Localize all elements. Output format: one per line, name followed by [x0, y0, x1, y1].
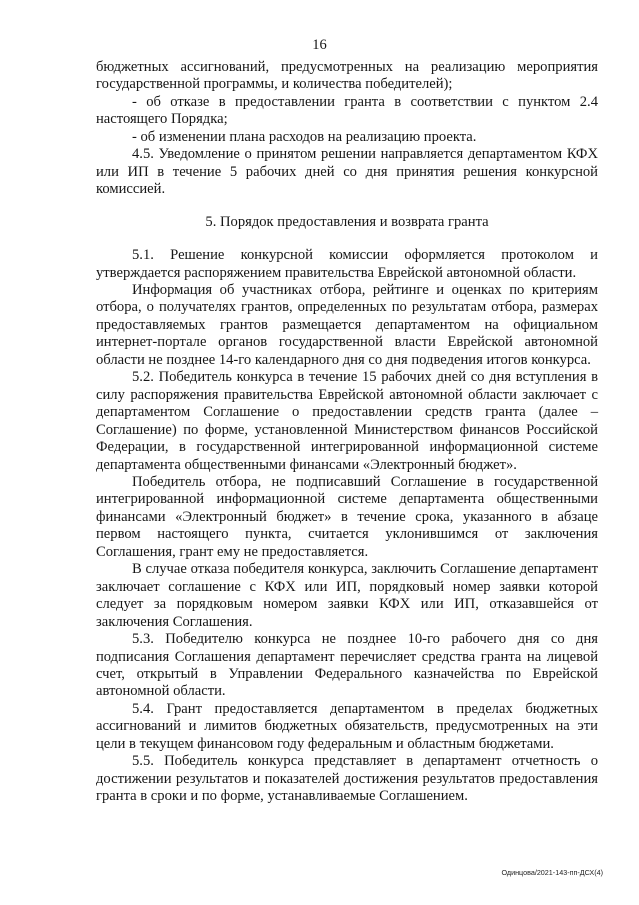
paragraph-5-3: 5.3. Победителю конкурса не позднее 10-го рабочего дня со дня подписания Соглашения департамент перечисляет средства гранта на лицевой счет, открытый в Управлении Федерального казначейства по Еврейской автономной области.: [96, 631, 598, 700]
paragraph-4-5: 4.5. Уведомление о принятом решении направляется департаментом КФХ или ИП в течение 5 рабочих дней со дня принятия решения конкурсной комиссией.: [96, 146, 598, 198]
section-heading: 5. Порядок предоставления и возврата гранта: [205, 213, 489, 230]
paragraph-continuation: бюджетных ассигнований, предусмотренных на реализацию мероприятия государственной программы, и количества победителей);: [96, 59, 598, 93]
paragraph-plan-change-item: - об изменении плана расходов на реализацию проекта.: [132, 128, 477, 145]
paragraph-refusal-item: - об отказе в предоставлении гранта в соответствии с пунктом 2.4 настоящего Порядка;: [96, 93, 598, 128]
paragraph-5-2: 5.2. Победитель конкурса в течение 15 рабочих дней со дня вступления в силу распоряжения правительства Еврейской автономной области заключает с департаментом Соглашение о предоставлении средств гранта (далее – Соглашение) по форме, установленной Министерством финансов Российской Федерации, в государственной интегрированной информационной системе департамента общественными финансами «Электронный бюджет».: [96, 369, 598, 473]
paragraph-5-1: 5.1. Решение конкурсной комиссии оформляется протоколом и утверждается распоряжением правительства Еврейской автономной области.: [96, 247, 598, 281]
paragraph-5-4: 5.4. Грант предоставляется департаментом в пределах бюджетных ассигнований и лимитов бюджетных обязательств, предусмотренных на эти цели в текущем финансовом году федеральным и областным бюджетами.: [96, 700, 598, 752]
paragraph-5-2-refusal: В случае отказа победителя конкурса, заключить Соглашение департамент заключает соглашение с КФХ или ИП, порядковый номер заявки которой следует за порядковым номером заявки КФХ или ИП, отказавшейся от заключения Соглашения.: [96, 561, 598, 630]
paragraph-5-5: 5.5. Победитель конкурса представляет в департамент отчетность о достижении результатов и показателей достижения результатов предоставления гранта в сроки и по форме, устанавливаемые Соглашением.: [96, 753, 598, 805]
paragraph-5-1-info: Информация об участниках отбора, рейтинге и оценках по критериям отбора, о получателях грантов, определенных по результатам отбора, размерах предоставляемых грантов размещается департаментом на официальном интернет-портале органов государственной власти Еврейской автономной области не позднее 14-го календарного дня со дня подведения итогов конкурса.: [96, 281, 598, 368]
footer-document-code: Одинцова/2021-143-пп-ДСХ(4): [501, 868, 603, 877]
paragraph-5-2-unsigned: Победитель отбора, не подписавший Соглашение в государственной интегрированной информационной системе департамента общественными финансами «Электронный бюджет» в течение срока, указанного в абзаце первом настоящего пункта, считается уклонившимся от заключения Соглашения, грант ему не предоставляется.: [96, 473, 598, 560]
page-number: 16: [312, 37, 327, 53]
document-body: [96, 59, 598, 806]
